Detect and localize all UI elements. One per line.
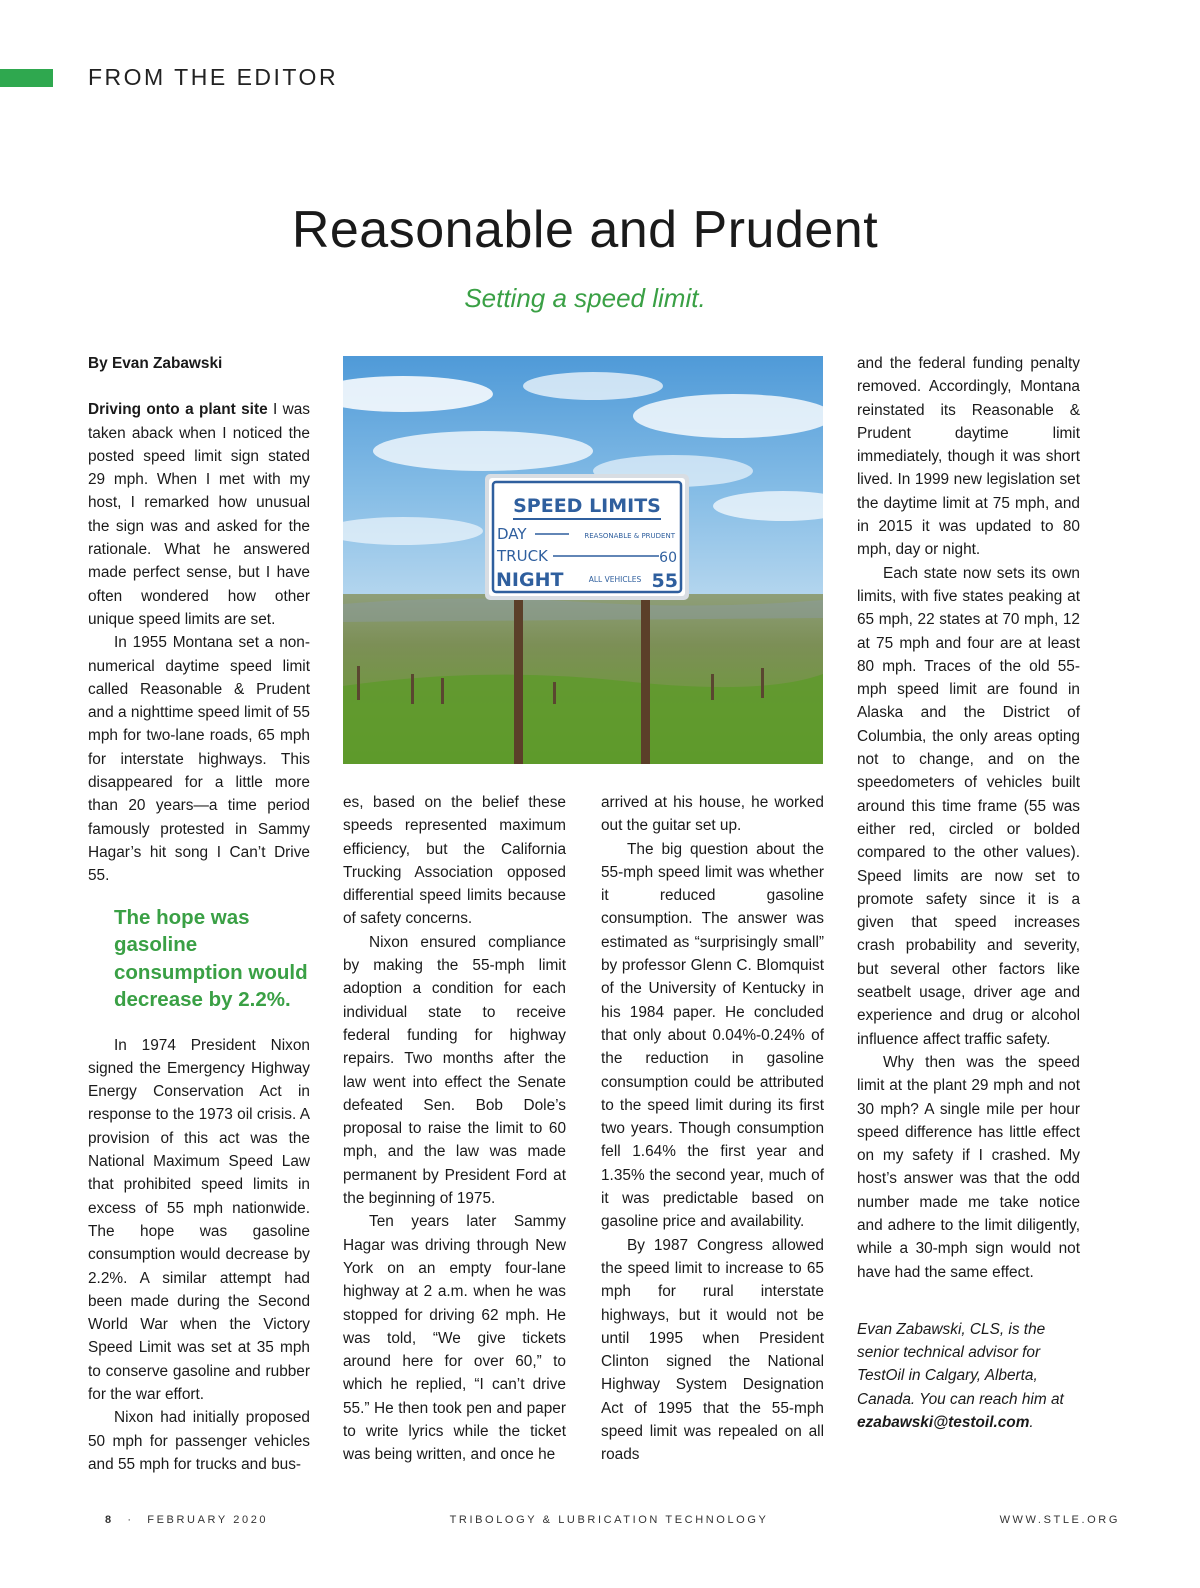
paragraph-4-cont: es, based on the belief these speeds represented maximum efficiency, but the California Trucking Association opposed differential speed limits because of safety concerns. (343, 794, 566, 928)
author-bio: Evan Zabawski, CLS, is the senior technical advisor for TestOil in Calgary, Alberta, Canada. You can reach him at ezabawski@testoil.com. (857, 1320, 1064, 1432)
column-1 (88, 352, 310, 1476)
sign-night-mid: ALL VEHICLES (588, 575, 642, 584)
paragraph-6-cont: arrived at his house, he worked out the guitar set up. (601, 794, 824, 835)
article-subtitle: Setting a speed limit. (464, 283, 706, 313)
paragraph-8-start: By 1987 Congress allowed the speed limit to increase to 65 mph for rural interstate highways, but it would not be until 1995 when President Clinton signed the National Highway System Designation Act of 1995 that the 55-mph speed limit was repealed on all roads (601, 1236, 824, 1464)
paragraph-3: In 1974 President Nixon signed the Emergency Highway Energy Conservation Act in response to the 1973 oil crisis. A provision of this act was the National Maximum Speed Law that prohibited speed limits in excess of 55 mph nationwide. The hope was gasoline consumption would decrease by 2.2%. A similar attempt had been made during the Second World War when the Victory Speed Limit was set at 35 mph to conserve gasoline and rubber for the war effort. (88, 1036, 310, 1403)
sign-day-value: REASONABLE & PRUDENT (584, 532, 675, 540)
footer-separator: · (127, 1514, 134, 1526)
sign-night-value: 55 (651, 570, 678, 592)
speed-limit-sign-photo (343, 356, 823, 764)
paragraph-4-start: Nixon had initially proposed 50 mph for passenger vehicles and 55 mph for trucks and bus- (88, 1409, 310, 1473)
paragraph-5: Nixon ensured compliance by making the 55-mph limit adoption a condition for each individual state to receive federal funding for highway repairs. Two months after the law went into effect the Senate defeated Sen. Bob Dole’s proposal to raise the limit to 60 mph, and the law was made permanent by President Ford at the beginning of 1975. (343, 933, 566, 1208)
sign-day-label: DAY (497, 525, 527, 543)
publication-name: TRIBOLOGY & LUBRICATION TECHNOLOGY (449, 1514, 769, 1526)
paragraph-10: Why then was the speed limit at the plant 29 mph and not 30 mph? A single mile per hour speed difference has little effect on my safety if I crashed. My host’s answer was that the odd number made me take notice and adhere to the limit diligently, while a 30-mph sign would not have had the same effect. (857, 1053, 1080, 1281)
sign-truck-label: TRUCK (497, 547, 548, 565)
column-3 (601, 791, 824, 1467)
paragraph-7: The big question about the 55-mph speed limit was whether it reduced gasoline consumption. The answer was estimated as “surprisingly small” by professor Glenn C. Blomquist of the University of Kentucky in his 1984 paper. He concluded that only about 0.04%-0.24% of the reduction in gasoline consumption could be attributed to the speed limit during its first two years. Though consumption fell 1.64% the first year and 1.35% the second year, much of it was predictable based on gasoline price and availability. (601, 840, 824, 1231)
pull-quote: The hope was gasoline consumption would decrease by 2.2%. (114, 905, 308, 1012)
sign-heading: SPEED LIMITS (513, 495, 661, 517)
page-number: 8 (105, 1514, 114, 1526)
section-accent-bar (0, 69, 53, 87)
sign-night-label: NIGHT (496, 569, 564, 591)
column-4 (857, 352, 1080, 1434)
issue-date: FEBRUARY 2020 (147, 1514, 269, 1526)
paragraph-8-cont: and the federal funding penalty removed. Accordingly, Montana reinstated its Reasonable & Prudent daytime limit immediately, though it was short lived. In 1999 new legislation set the daytime limit at 75 mph, and in 2015 it was updated to 80 mph, day or night. (857, 355, 1080, 559)
paragraph-9: Each state now sets its own limits, with five states peaking at 65 mph, 22 states at 70 mph, 12 at 75 mph and four are at least 80 mph. Traces of the old 55-mph speed limit are found in Alaska and the District of Columbia, the only areas opting not to change, and on the speedometers of vehicles built around this time frame (55 was either red, circled or bolded compared to the other values). Speed limits are now set to promote safety since it is a given that speed increases crash probability and severity, but several other factors like seatbelt usage, driver age and experience and drug or alcohol influence affect traffic safety. (857, 564, 1080, 1048)
lead-in: Driving onto a plant site (88, 401, 268, 419)
author-email-link[interactable]: ezabawski@testoil.com (857, 1414, 1030, 1432)
article-title: Reasonable and Prudent (291, 201, 879, 259)
paragraph-1: Driving onto a plant site I was taken aback when I noticed the posted speed limit sign stated 29 mph. When I met with my host, I remarked how unusual the sign was and asked for the rationale. What he answered made perfect sense, but I have often wondered how other unique speed limits are set. (88, 401, 311, 628)
column-2 (343, 791, 566, 1467)
sign-truck-value: 60 (659, 550, 677, 566)
paragraph-2: In 1955 Montana set a non-numerical daytime speed limit called Reasonable & Prudent and a nighttime speed limit of 55 mph for two-lane roads, 65 mph for interstate highways. This disappeared for a little more than 20 years—a time period famously protested in Sammy Hagar’s hit song I Can’t Drive 55. (88, 634, 310, 885)
paragraph-6-start: Ten years later Sammy Hagar was driving through New York on an empty four-lane highway at 2 a.m. when he was stopped for driving 62 mph. He was told, “We give tickets around here for over 60,” to which he replied, “I can’t drive 55.” He then took pen and paper to write lyrics while the ticket was being written, and once he (343, 1213, 566, 1464)
section-label: FROM THE EDITOR (88, 64, 339, 90)
website-link[interactable]: WWW.STLE.ORG (999, 1514, 1120, 1526)
byline: By Evan Zabawski (88, 355, 223, 372)
